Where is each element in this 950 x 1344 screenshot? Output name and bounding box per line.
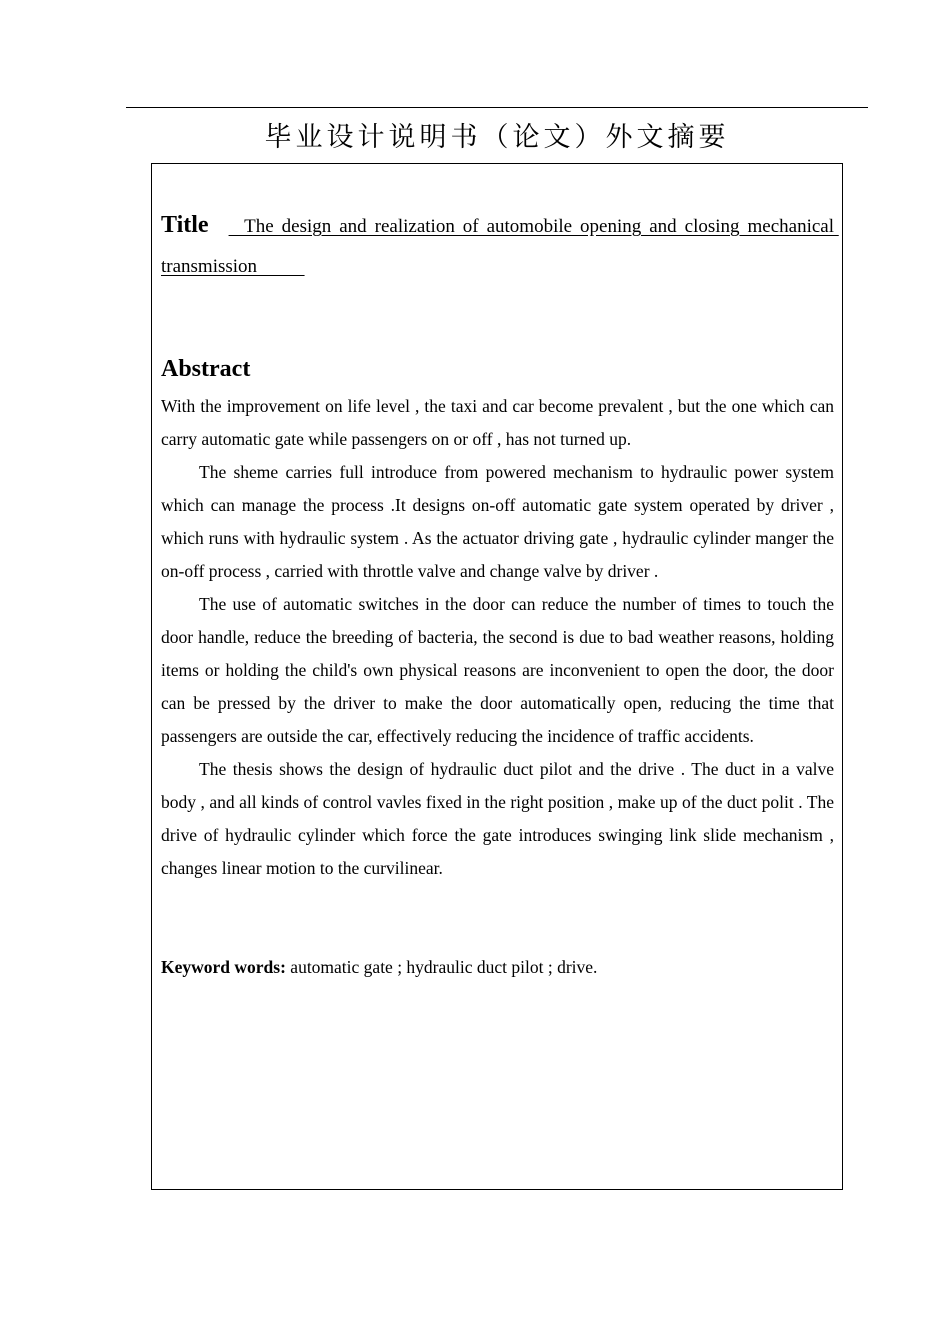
abstract-paragraph: The sheme carries full introduce from powered mechanism to hydraulic power system which can manage the process .It designs on-off automatic gate system operated by driver , which runs with hydraulic system . As the actuator driving gate , hydraulic cylinder manger the on-off process , carried with throttle valve and change valve by driver .: [161, 462, 834, 581]
abstract-paragraph: The use of automatic switches in the door can reduce the number of times to touch the door handle, reduce the breeding of bacteria, the second is due to bad weather reasons, holding items or holding the child's own physical reasons are inconvenient to open the door, the door can be pressed by the driver to make the door automatically open, reducing the time that passengers are outside the car, effectively reducing the incidence of traffic accidents.: [161, 594, 834, 746]
abstract-heading: Abstract: [161, 356, 251, 382]
title-block: [161, 205, 839, 287]
keywords-text: automatic gate ; hydraulic duct pilot ; drive.: [285, 957, 598, 977]
keywords-label: Keyword words:: [161, 957, 286, 977]
title-label: Title: [161, 212, 209, 238]
keywords-line: [161, 951, 834, 984]
abstract-paragraph: With the improvement on life level , the taxi and car become prevalent , but the one which can carry automatic gate while passengers on or off , has not turned up.: [161, 396, 834, 449]
abstract-content: [161, 205, 839, 984]
abstract-paragraph: The thesis shows the design of hydraulic duct pilot and the drive . The duct in a valve body , and all kinds of control vavles fixed in the right position , make up of the duct polit . The drive of hydraulic cylinder which force the gate introduces swinging link slide mechanism , changes linear motion to the curvilinear.: [161, 759, 834, 878]
header-rule: [126, 107, 868, 108]
title-text: The design and realization of automobile opening and closing mechanical transmission: [161, 216, 839, 277]
page-heading: 毕业设计说明书（论文）外文摘要: [264, 122, 730, 153]
